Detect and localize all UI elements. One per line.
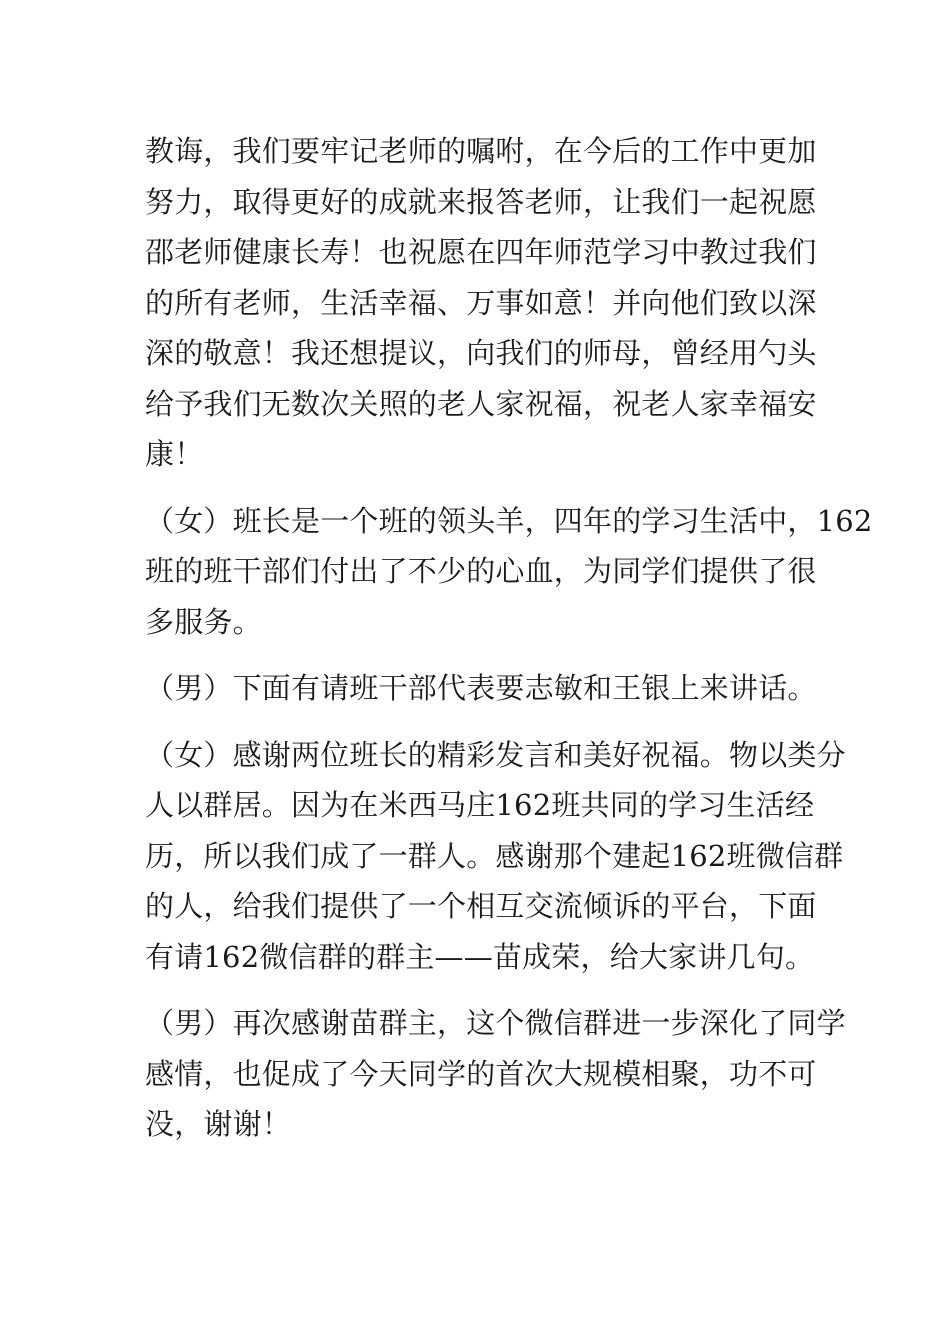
text-line: 班的班干部们付出了不少的心血，为同学们提供了很 [145,554,817,588]
text-line: 有请162微信群的群主——苗成荣，给大家讲几句。 [145,939,815,974]
text-line: （女）班长是一个班的领头羊，四年的学习生活中，162 [145,503,873,538]
text-line: 感情，也促成了今天同学的首次大规模相聚，功不可 [145,1056,817,1091]
paragraph-1 [145,126,815,480]
text-line: 教诲，我们要牢记老师的嘱咐，在今后的工作中更加 [145,134,817,168]
paragraph-2 [145,496,873,648]
text-line: 没，谢谢！ [145,1107,292,1141]
document-body [145,126,873,1166]
text-line: 多服务。 [145,604,262,639]
text-line: 深的敬意！我还想提议，向我们的师母，曾经用勺头 [145,336,817,370]
paragraph-3 [145,663,815,714]
text-line: 人以群居。因为在米西马庄162班共同的学习生活经 [145,788,815,822]
text-line: 康！ [145,437,204,471]
paragraph-4 [145,730,846,983]
text-line: 历，所以我们成了一群人。感谢那个建起162班微信群 [145,838,844,873]
paragraph-5 [145,998,846,1150]
text-line: 的人，给我们提供了一个相互交流倾诉的平台，下面 [145,889,817,923]
text-line: 邵老师健康长寿！也祝愿在四年师范学习中教过我们 [145,235,817,269]
text-line: （男）下面有请班干部代表要志敏和王银上来讲话。 [145,671,817,705]
text-line: 努力，取得更好的成就来报答老师，让我们一起祝愿 [145,184,817,219]
text-line: （女）感谢两位班长的精彩发言和美好祝福。物以类分 [145,737,846,772]
text-line: 的所有老师，生活幸福、万事如意！并向他们致以深 [145,285,817,320]
text-line: 给予我们无数次关照的老人家祝福，祝老人家幸福安 [145,386,817,421]
text-line: （男）再次感谢苗群主，这个微信群进一步深化了同学 [145,1006,846,1040]
